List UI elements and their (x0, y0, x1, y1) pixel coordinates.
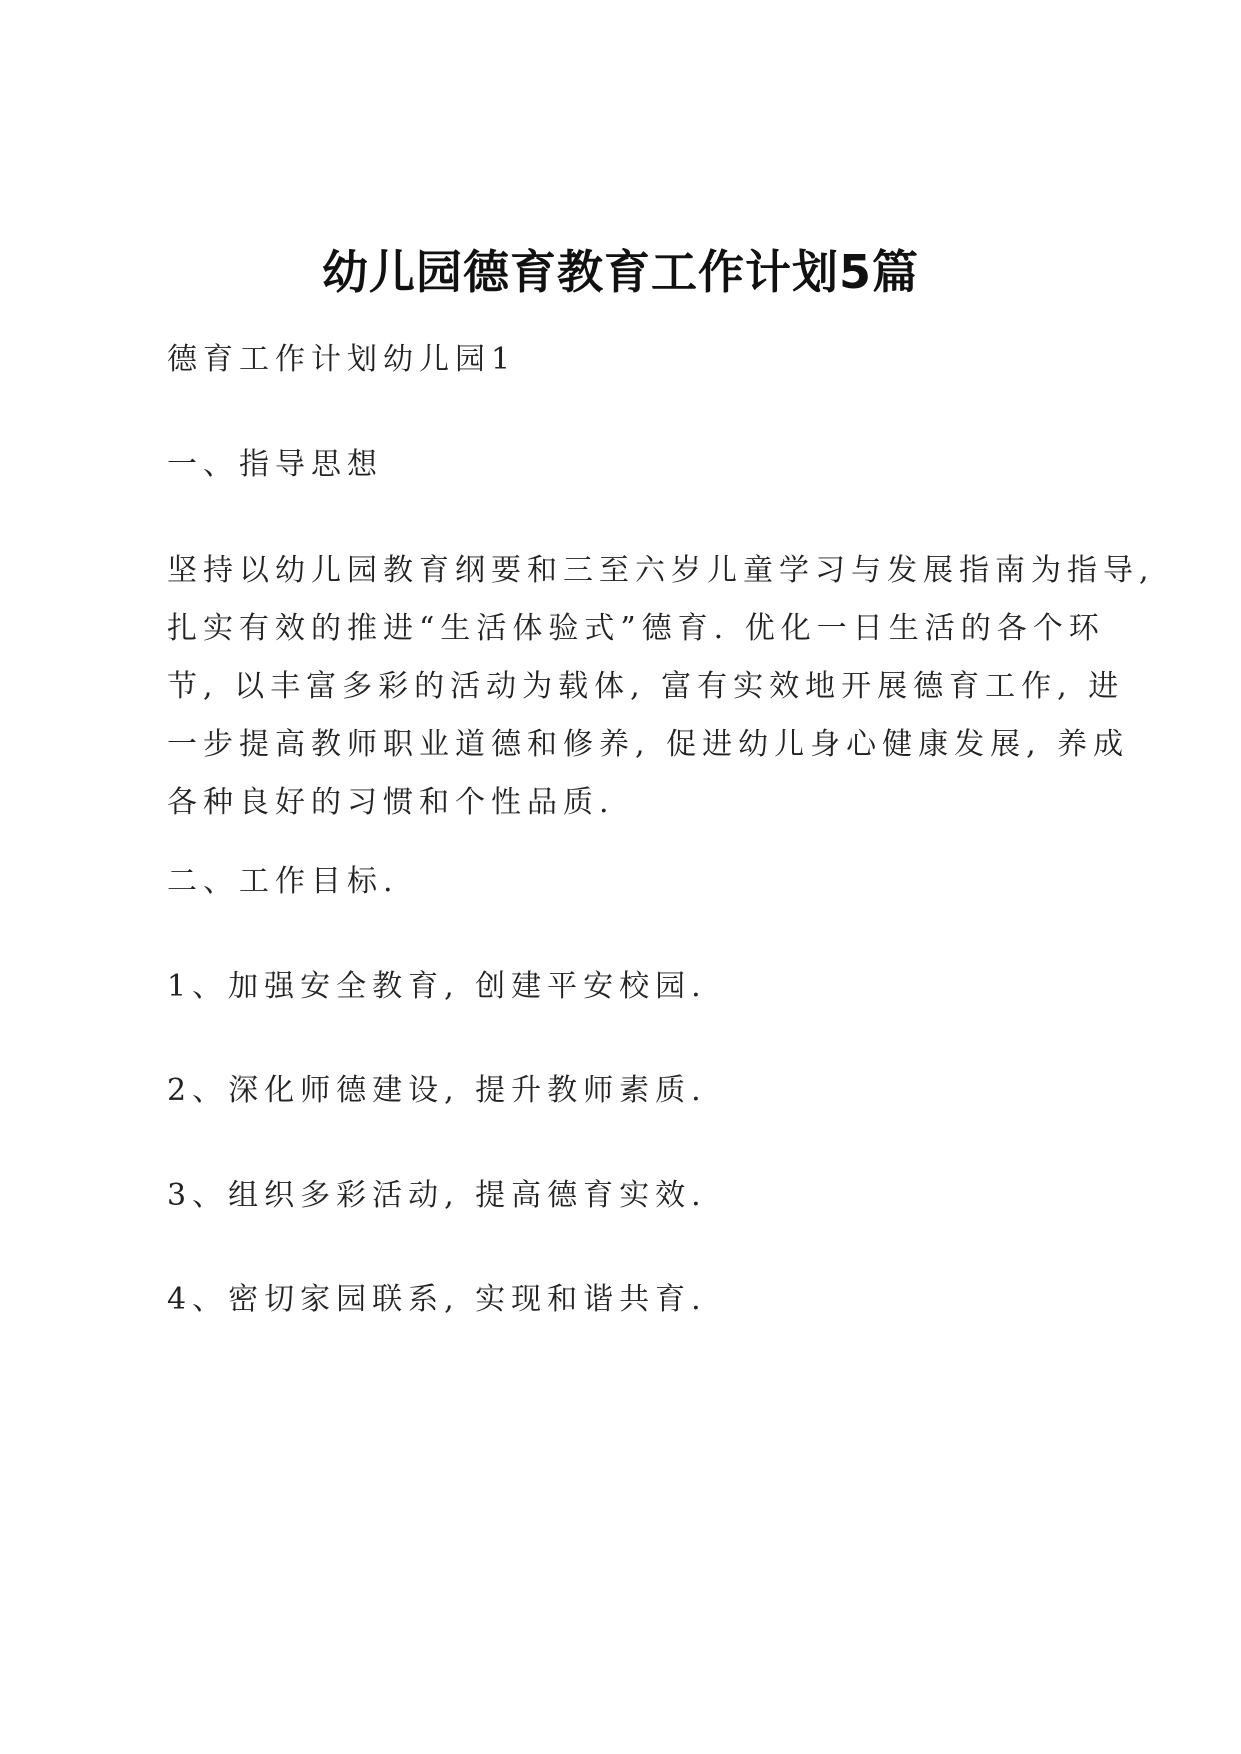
document-title: 幼儿园德育教育工作计划5篇 (321, 245, 919, 299)
paragraph-line: 一步提高教师职业道德和修养, 促进幼儿身心健康发展, 养成 (167, 727, 1130, 762)
paragraph-line: 节, 以丰富多彩的活动为载体, 富有实效地开展德育工作, 进 (167, 669, 1125, 704)
goal-item-2: 2、深化师德建设, 提升教师素质. (167, 1073, 707, 1108)
section-heading-guiding-ideology: 一、指导思想 (167, 447, 383, 482)
goal-item-3: 3、组织多彩活动, 提高德育实效. (167, 1178, 707, 1213)
goal-item-1: 1、加强安全教育, 创建平安校园. (167, 969, 707, 1004)
guiding-ideology-paragraph (167, 542, 1155, 832)
goal-item-4: 4、密切家园联系, 实现和谐共育. (167, 1282, 707, 1317)
paragraph-line: 各种良好的习惯和个性品质. (167, 785, 615, 820)
document-subtitle: 德育工作计划幼儿园1 (167, 342, 517, 377)
section-heading-work-goals: 二、工作目标. (167, 864, 399, 899)
paragraph-line: 扎实有效的推进“生活体验式”德育. 优化一日生活的各个环 (167, 611, 1105, 646)
paragraph-line: 坚持以幼儿园教育纲要和三至六岁儿童学习与发展指南为指导, (167, 553, 1155, 588)
